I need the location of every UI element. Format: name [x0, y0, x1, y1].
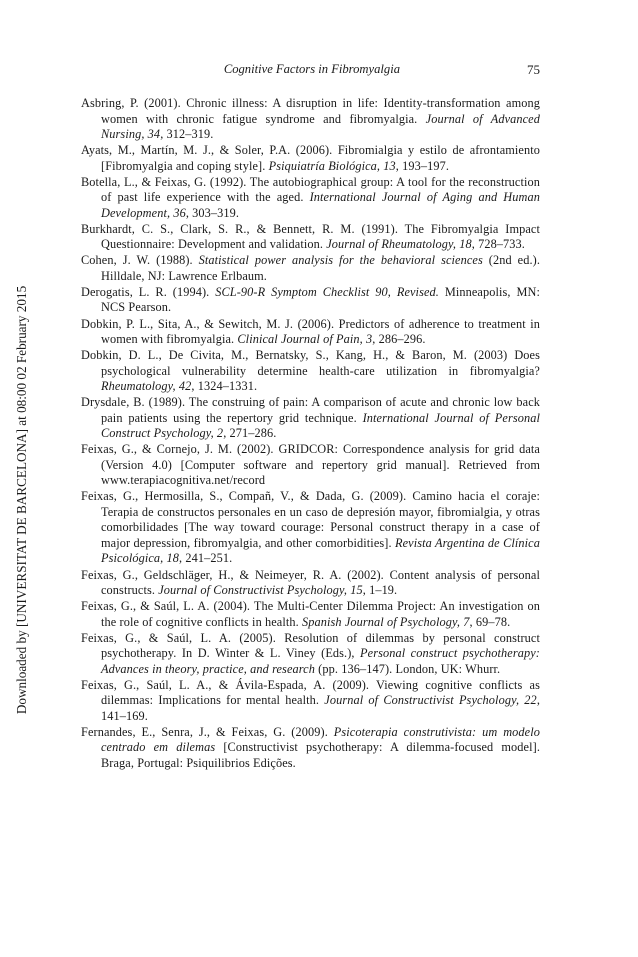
reference-entry	[81, 222, 540, 253]
reference-pages: (pp. 136–147). London, UK: Whurr.	[315, 661, 501, 676]
reference-source: Statistical power analysis for the behavioral sciences	[198, 253, 483, 268]
reference-pages: (2nd ed.). Hilldale, NJ: Lawrence Erlbaum.	[101, 253, 541, 283]
reference-entry	[81, 678, 540, 725]
reference-source: Rheumatology, 42	[101, 379, 192, 394]
reference-entry	[81, 253, 540, 284]
reference-pages: , 69–78.	[469, 614, 511, 629]
reference-text: Feixas, G., Saúl, L. A., & Ávila-Espada, A. (2009). Viewing cognitive conflicts as dilemmas: Implications for mental health.	[81, 677, 540, 708]
reference-entry	[81, 175, 540, 222]
reference-source: Journal of Rheumatology, 18	[326, 237, 472, 252]
download-watermark: Downloaded by [UNIVERSITAT DE BARCELONA] at 08:00 02 February 2015	[14, 285, 29, 715]
reference-text: Fernandes, E., Senra, J., & Feixas, G. (2009).	[81, 724, 334, 739]
reference-text: Feixas, G., Geldschläger, H., & Neimeyer, R. A. (2002). Content analysis of personal constructs.	[81, 567, 540, 598]
running-title: Cognitive Factors in Fibromyalgia	[223, 62, 400, 76]
reference-pages: , 728–733.	[471, 237, 525, 252]
reference-entry	[81, 348, 540, 395]
reference-entry	[81, 725, 540, 772]
reference-text: Dobkin, D. L., De Civita, M., Bernatsky, S., Kang, H., & Baron, M. (2003) Does psychological vulnerability determine health-care utilization in fibromyalgia?	[81, 348, 540, 378]
reference-pages: , 241–251.	[179, 551, 233, 566]
reference-entry	[81, 599, 540, 630]
reference-entry	[81, 317, 540, 348]
reference-text: Feixas, G., Hermosilla, S., Compañ, V., & Dada, G. (2009). Camino hacia el coraje: Terapia de constructos personales en un caso de depresión mayor, fibromialgia, y otras comorbilidades [The way toward courage: Personal construct therapy in a case of major depression, fibromyalgia, and other comorbidities].	[81, 489, 540, 550]
reference-text: Feixas, G., & Saúl, L. A. (2005). Resolution of dilemmas by personal construct psychotherapy. In D. Winter & L. Viney (Eds.),	[81, 630, 540, 661]
reference-pages: , 141–169.	[101, 693, 540, 723]
reference-text: Derogatis, L. R. (1994).	[81, 284, 216, 299]
reference-entry	[81, 489, 540, 567]
reference-source: Revista Argentina de Clínica Psicológica, 18	[101, 535, 540, 566]
reference-source: International Journal of Aging and Human Development, 36	[101, 190, 540, 220]
reference-text: Feixas, G., & Cornejo, J. M. (2002). GRIDCOR: Correspondence analysis for grid data (Version 4.0) [Computer software and repertory grid manual]. Retrieved from www.terapiacognitiva.net/record	[81, 442, 540, 488]
reference-entry	[81, 96, 540, 143]
reference-text: Asbring, P. (2001). Chronic illness: A disruption in life: Identity-transformation among women with chronic fatigue syndrome and fibromyalgia.	[81, 96, 540, 126]
reference-text: Feixas, G., & Saúl, L. A. (2004). The Multi-Center Dilemma Project: An investigation on the role of cognitive conflicts in health.	[81, 599, 540, 629]
reference-list	[81, 96, 540, 772]
reference-source: Psiquiatría Biológica, 13	[268, 158, 396, 173]
reference-pages: , 271–286.	[223, 426, 277, 441]
reference-text: Ayats, M., Martín, M. J., & Soler, P.A. (2006). Fibromialgia y estilo de afrontamiento [Fibromyalgia and coping style].	[81, 143, 540, 173]
reference-source: Clinical Journal of Pain, 3	[237, 332, 373, 347]
reference-entry	[81, 285, 540, 316]
reference-text: Burkhardt, C. S., Clark, S. R., & Bennett, R. M. (1991). The Fibromyalgia Impact Questionnaire: Development and validation.	[81, 221, 540, 252]
reference-source: International Journal of Personal Construct Psychology, 2	[101, 410, 541, 441]
reference-text: Cohen, J. W. (1988).	[81, 253, 199, 268]
reference-text: Botella, L., & Feixas, G. (1992). The autobiographical group: A tool for the reconstruction of past life experience with the aged.	[81, 174, 540, 205]
reference-source: Journal of Constructivist Psychology, 22	[324, 693, 537, 708]
reference-source: Spanish Journal of Psychology, 7	[302, 614, 470, 629]
reference-source: SCL-90-R Symptom Checklist 90, Revised.	[215, 284, 439, 299]
reference-pages: [Constructivist psychotherapy: A dilemma-focused model]. Braga, Portugal: Psiquilibrios Edições.	[101, 740, 540, 770]
reference-entry	[81, 442, 540, 489]
reference-pages: , 193–197.	[395, 158, 450, 173]
reference-pages: , 303–319.	[185, 205, 240, 220]
reference-pages: , 1–19.	[362, 583, 398, 598]
reference-source: Journal of Constructivist Psychology, 15	[158, 583, 363, 598]
reference-entry	[81, 631, 540, 678]
reference-entry	[81, 143, 540, 174]
reference-pages: , 312–319.	[160, 127, 214, 141]
reference-source: Psicoterapia construtivista: um modelo centrado em dilemas	[101, 724, 540, 755]
reference-pages: , 1324–1331.	[191, 379, 258, 394]
reference-text: Dobkin, P. L., Sita, A., & Sewitch, M. J. (2006). Predictors of adherence to treatment in women with fibromyalgia.	[81, 316, 540, 347]
reference-source: Personal construct psychotherapy: Advances in theory, practice, and research	[101, 646, 540, 676]
reference-entry	[81, 568, 540, 599]
page-number: 75	[527, 62, 540, 77]
reference-pages: Minneapolis, MN: NCS Pearson.	[101, 284, 540, 315]
reference-text: Drysdale, B. (1989). The construing of pain: A comparison of acute and chronic low back pain patients using the repertory grid technique.	[81, 395, 540, 425]
reference-source: Journal of Advanced Nursing, 34	[101, 111, 540, 141]
reference-entry	[81, 395, 540, 442]
reference-pages: , 286–296.	[372, 332, 426, 347]
